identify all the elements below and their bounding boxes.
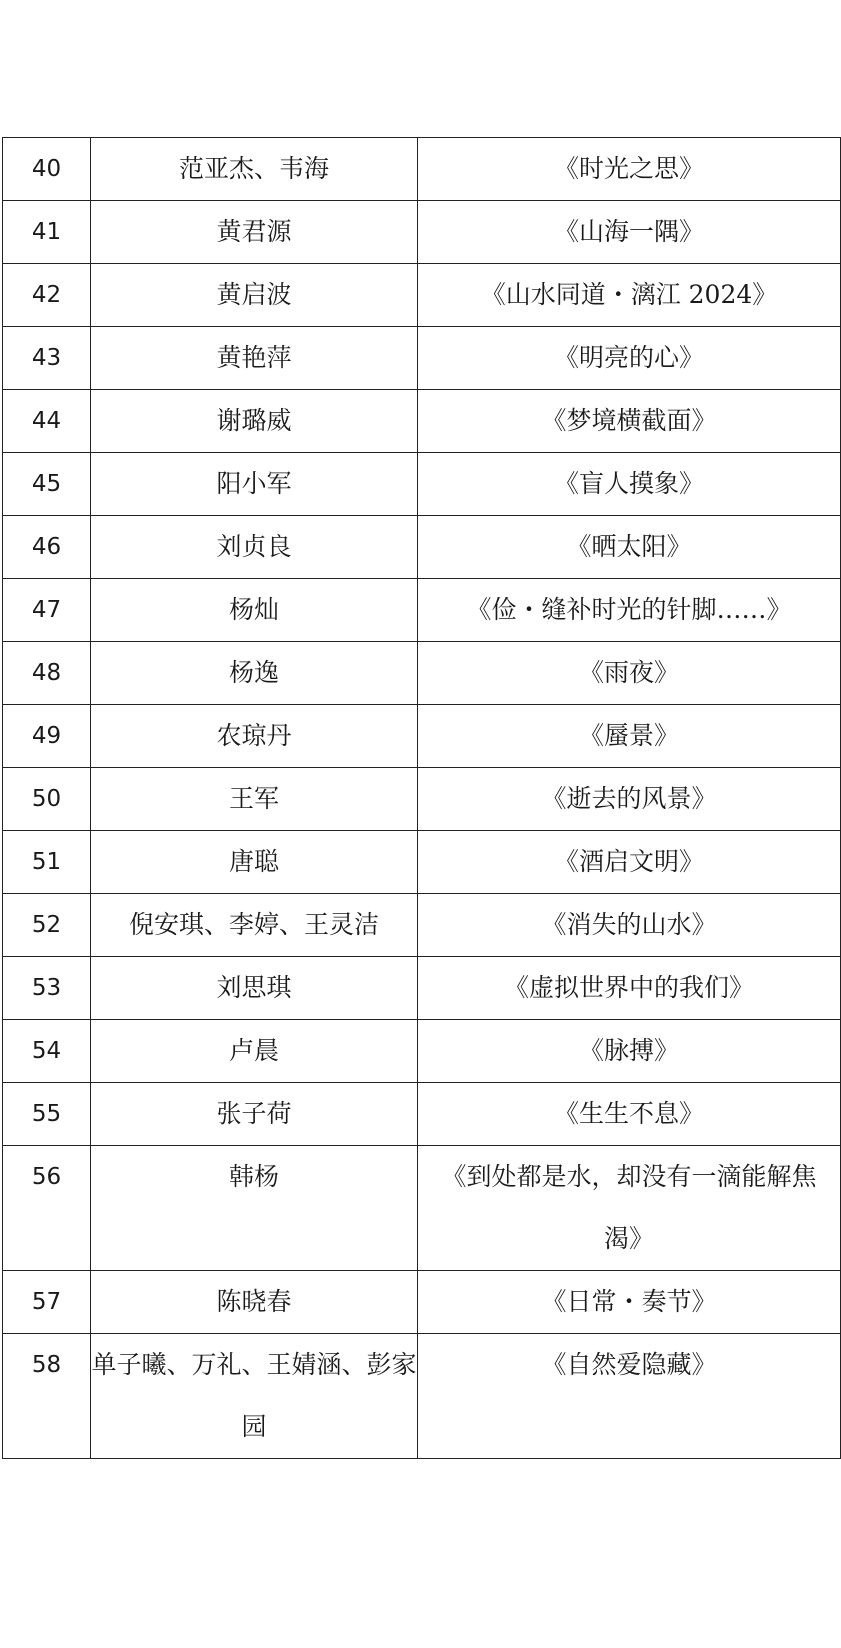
author-cell: 谢璐威 — [91, 390, 418, 453]
row-number-cell: 41 — [3, 201, 91, 264]
table-row — [3, 1083, 841, 1146]
table-row — [3, 1271, 841, 1334]
row-number-cell: 40 — [3, 138, 91, 201]
work-title-cell: 《山海一隅》 — [418, 201, 841, 264]
work-title-cell: 《自然爱隐藏》 — [418, 1334, 841, 1459]
row-number-cell: 50 — [3, 768, 91, 831]
row-number-cell: 55 — [3, 1083, 91, 1146]
author-cell: 黄艳萍 — [91, 327, 418, 390]
work-title-cell: 《盲人摸象》 — [418, 453, 841, 516]
work-title-cell: 《日常・奏节》 — [418, 1271, 841, 1334]
work-title-cell: 《俭・缝补时光的针脚……》 — [418, 579, 841, 642]
row-number-cell: 46 — [3, 516, 91, 579]
work-title-cell: 《逝去的风景》 — [418, 768, 841, 831]
author-cell: 倪安琪、李婷、王灵洁 — [91, 894, 418, 957]
author-cell: 黄启波 — [91, 264, 418, 327]
row-number-cell: 53 — [3, 957, 91, 1020]
row-number-cell: 52 — [3, 894, 91, 957]
roster-table-body — [3, 138, 841, 1459]
work-title-cell: 《虚拟世界中的我们》 — [418, 957, 841, 1020]
work-title-cell: 《脉搏》 — [418, 1020, 841, 1083]
table-row — [3, 516, 841, 579]
work-title-cell: 《消失的山水》 — [418, 894, 841, 957]
author-cell: 杨逸 — [91, 642, 418, 705]
table-row — [3, 705, 841, 768]
work-title-cell: 《梦境横截面》 — [418, 390, 841, 453]
work-title-cell: 《生生不息》 — [418, 1083, 841, 1146]
row-number-cell: 49 — [3, 705, 91, 768]
row-number-cell: 58 — [3, 1334, 91, 1459]
work-title-cell: 《雨夜》 — [418, 642, 841, 705]
row-number-cell: 45 — [3, 453, 91, 516]
author-cell: 阳小军 — [91, 453, 418, 516]
roster-sheet — [2, 137, 840, 1459]
author-cell: 刘思琪 — [91, 957, 418, 1020]
table-row — [3, 264, 841, 327]
table-row — [3, 579, 841, 642]
row-number-cell: 56 — [3, 1146, 91, 1271]
table-row — [3, 138, 841, 201]
author-cell: 张子荷 — [91, 1083, 418, 1146]
table-row — [3, 201, 841, 264]
author-cell: 黄君源 — [91, 201, 418, 264]
work-title-cell: 《明亮的心》 — [418, 327, 841, 390]
author-cell: 杨灿 — [91, 579, 418, 642]
row-number-cell: 42 — [3, 264, 91, 327]
row-number-cell: 54 — [3, 1020, 91, 1083]
author-cell: 范亚杰、韦海 — [91, 138, 418, 201]
table-row — [3, 831, 841, 894]
table-row — [3, 957, 841, 1020]
table-row — [3, 327, 841, 390]
table-row — [3, 453, 841, 516]
work-title-cell: 《晒太阳》 — [418, 516, 841, 579]
author-cell: 单子曦、万礼、王婧涵、彭家园 — [91, 1334, 418, 1459]
author-cell: 韩杨 — [91, 1146, 418, 1271]
work-title-cell: 《山水同道・漓江 2024》 — [418, 264, 841, 327]
author-cell: 卢晨 — [91, 1020, 418, 1083]
table-row — [3, 1334, 841, 1459]
row-number-cell: 44 — [3, 390, 91, 453]
author-cell: 陈晓春 — [91, 1271, 418, 1334]
table-row — [3, 642, 841, 705]
row-number-cell: 57 — [3, 1271, 91, 1334]
work-title-cell: 《到处都是水，却没有一滴能解焦渴》 — [418, 1146, 841, 1271]
work-title-cell: 《蜃景》 — [418, 705, 841, 768]
roster-table — [2, 137, 841, 1459]
table-row — [3, 894, 841, 957]
table-row — [3, 1146, 841, 1271]
table-row — [3, 390, 841, 453]
author-cell: 刘贞良 — [91, 516, 418, 579]
row-number-cell: 47 — [3, 579, 91, 642]
row-number-cell: 48 — [3, 642, 91, 705]
author-cell: 王军 — [91, 768, 418, 831]
row-number-cell: 51 — [3, 831, 91, 894]
author-cell: 唐聪 — [91, 831, 418, 894]
author-cell: 农琼丹 — [91, 705, 418, 768]
row-number-cell: 43 — [3, 327, 91, 390]
table-row — [3, 1020, 841, 1083]
table-row — [3, 768, 841, 831]
work-title-cell: 《酒启文明》 — [418, 831, 841, 894]
work-title-cell: 《时光之思》 — [418, 138, 841, 201]
